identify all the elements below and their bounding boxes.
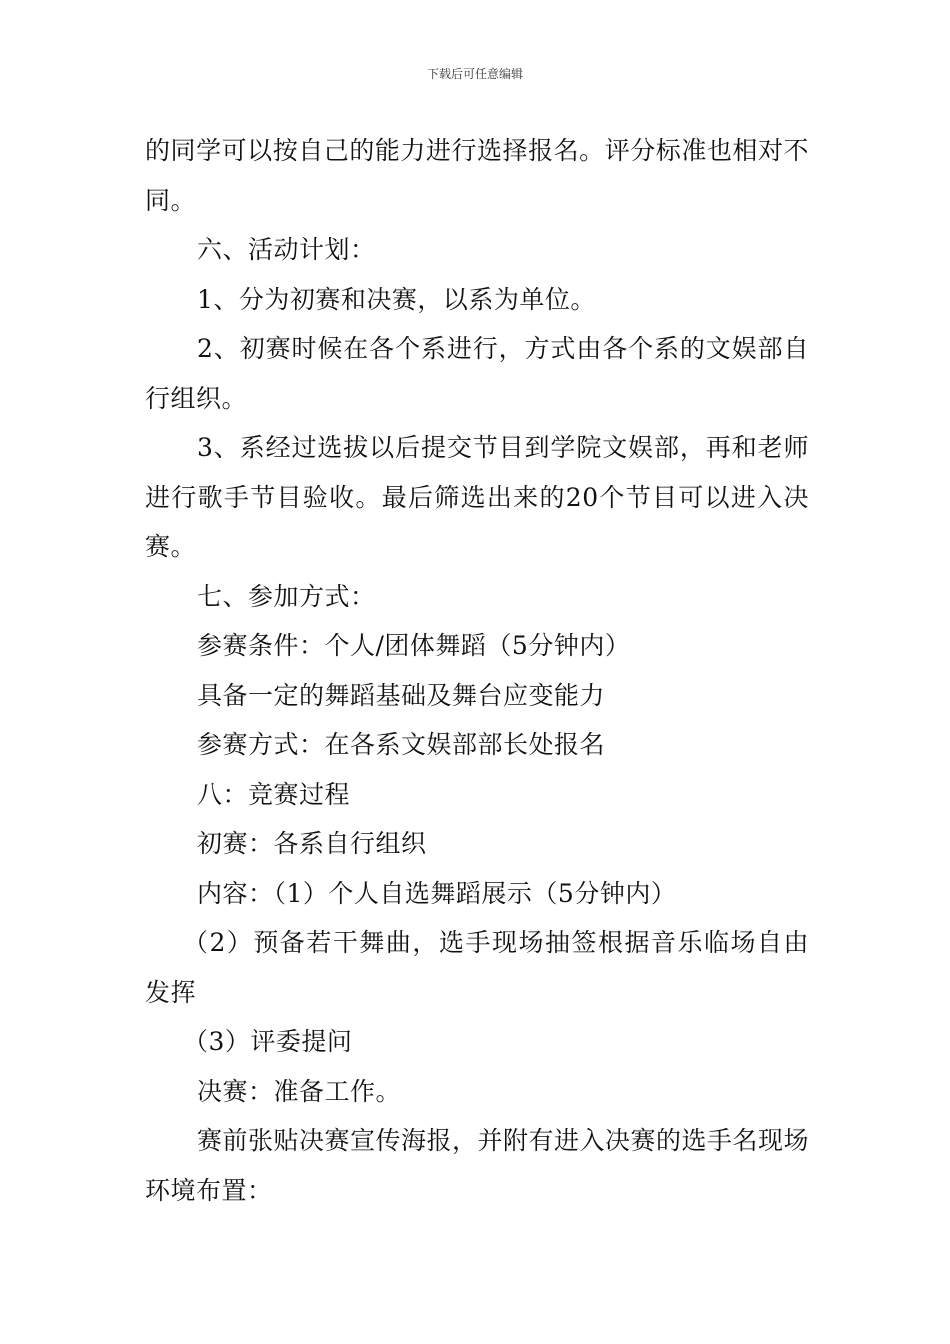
page-header: 下载后可任意编辑 [426, 67, 523, 81]
paragraph-1: 的同学可以按自己的能力进行选择报名。评分标准也相对不同。 [145, 136, 809, 215]
paragraph-final-poster: 赛前张贴决赛宣传海报，并附有进入决赛的选手名现场环境布置： [145, 1126, 810, 1205]
paragraph-plan-3: 3、系经过选拔以后提交节目到学院文娱部，再和老师进行歌手节目验收。最后筛选出来的20个节目可以进入决赛。 [145, 433, 809, 561]
paragraph-conditions: 参赛条件：个人/团体舞蹈（5分钟内） [197, 631, 631, 660]
paragraph-plan-2: 2、初赛时候在各个系进行，方式由各个系的文娱部自行组织。 [145, 334, 809, 413]
paragraph-content-1: 内容：（1）个人自选舞蹈展示（5分钟内） [197, 878, 677, 908]
paragraph-content-2: （2）预备若干舞曲，选手现场抽签根据音乐临场自由发挥 [145, 928, 809, 1007]
paragraph-preliminary: 初赛：各系自行组织 [197, 829, 427, 858]
paragraph-plan-1: 1、分为初赛和决赛，以系为单位。 [197, 284, 596, 314]
section-heading-process: 八：竞赛过程 [197, 779, 351, 809]
paragraph-registration: 参赛方式：在各系文娱部部长处报名 [197, 730, 606, 759]
paragraph-final-prep: 决赛：准备工作。 [197, 1076, 402, 1106]
paragraph-content-3: （3）评委提问 [183, 1027, 353, 1056]
document-body [145, 126, 809, 1215]
paragraph-requirements: 具备一定的舞蹈基础及舞台应变能力 [197, 680, 606, 710]
section-heading-participation: 七、参加方式： [197, 581, 376, 611]
section-heading-activity-plan: 六、活动计划： [197, 235, 376, 264]
